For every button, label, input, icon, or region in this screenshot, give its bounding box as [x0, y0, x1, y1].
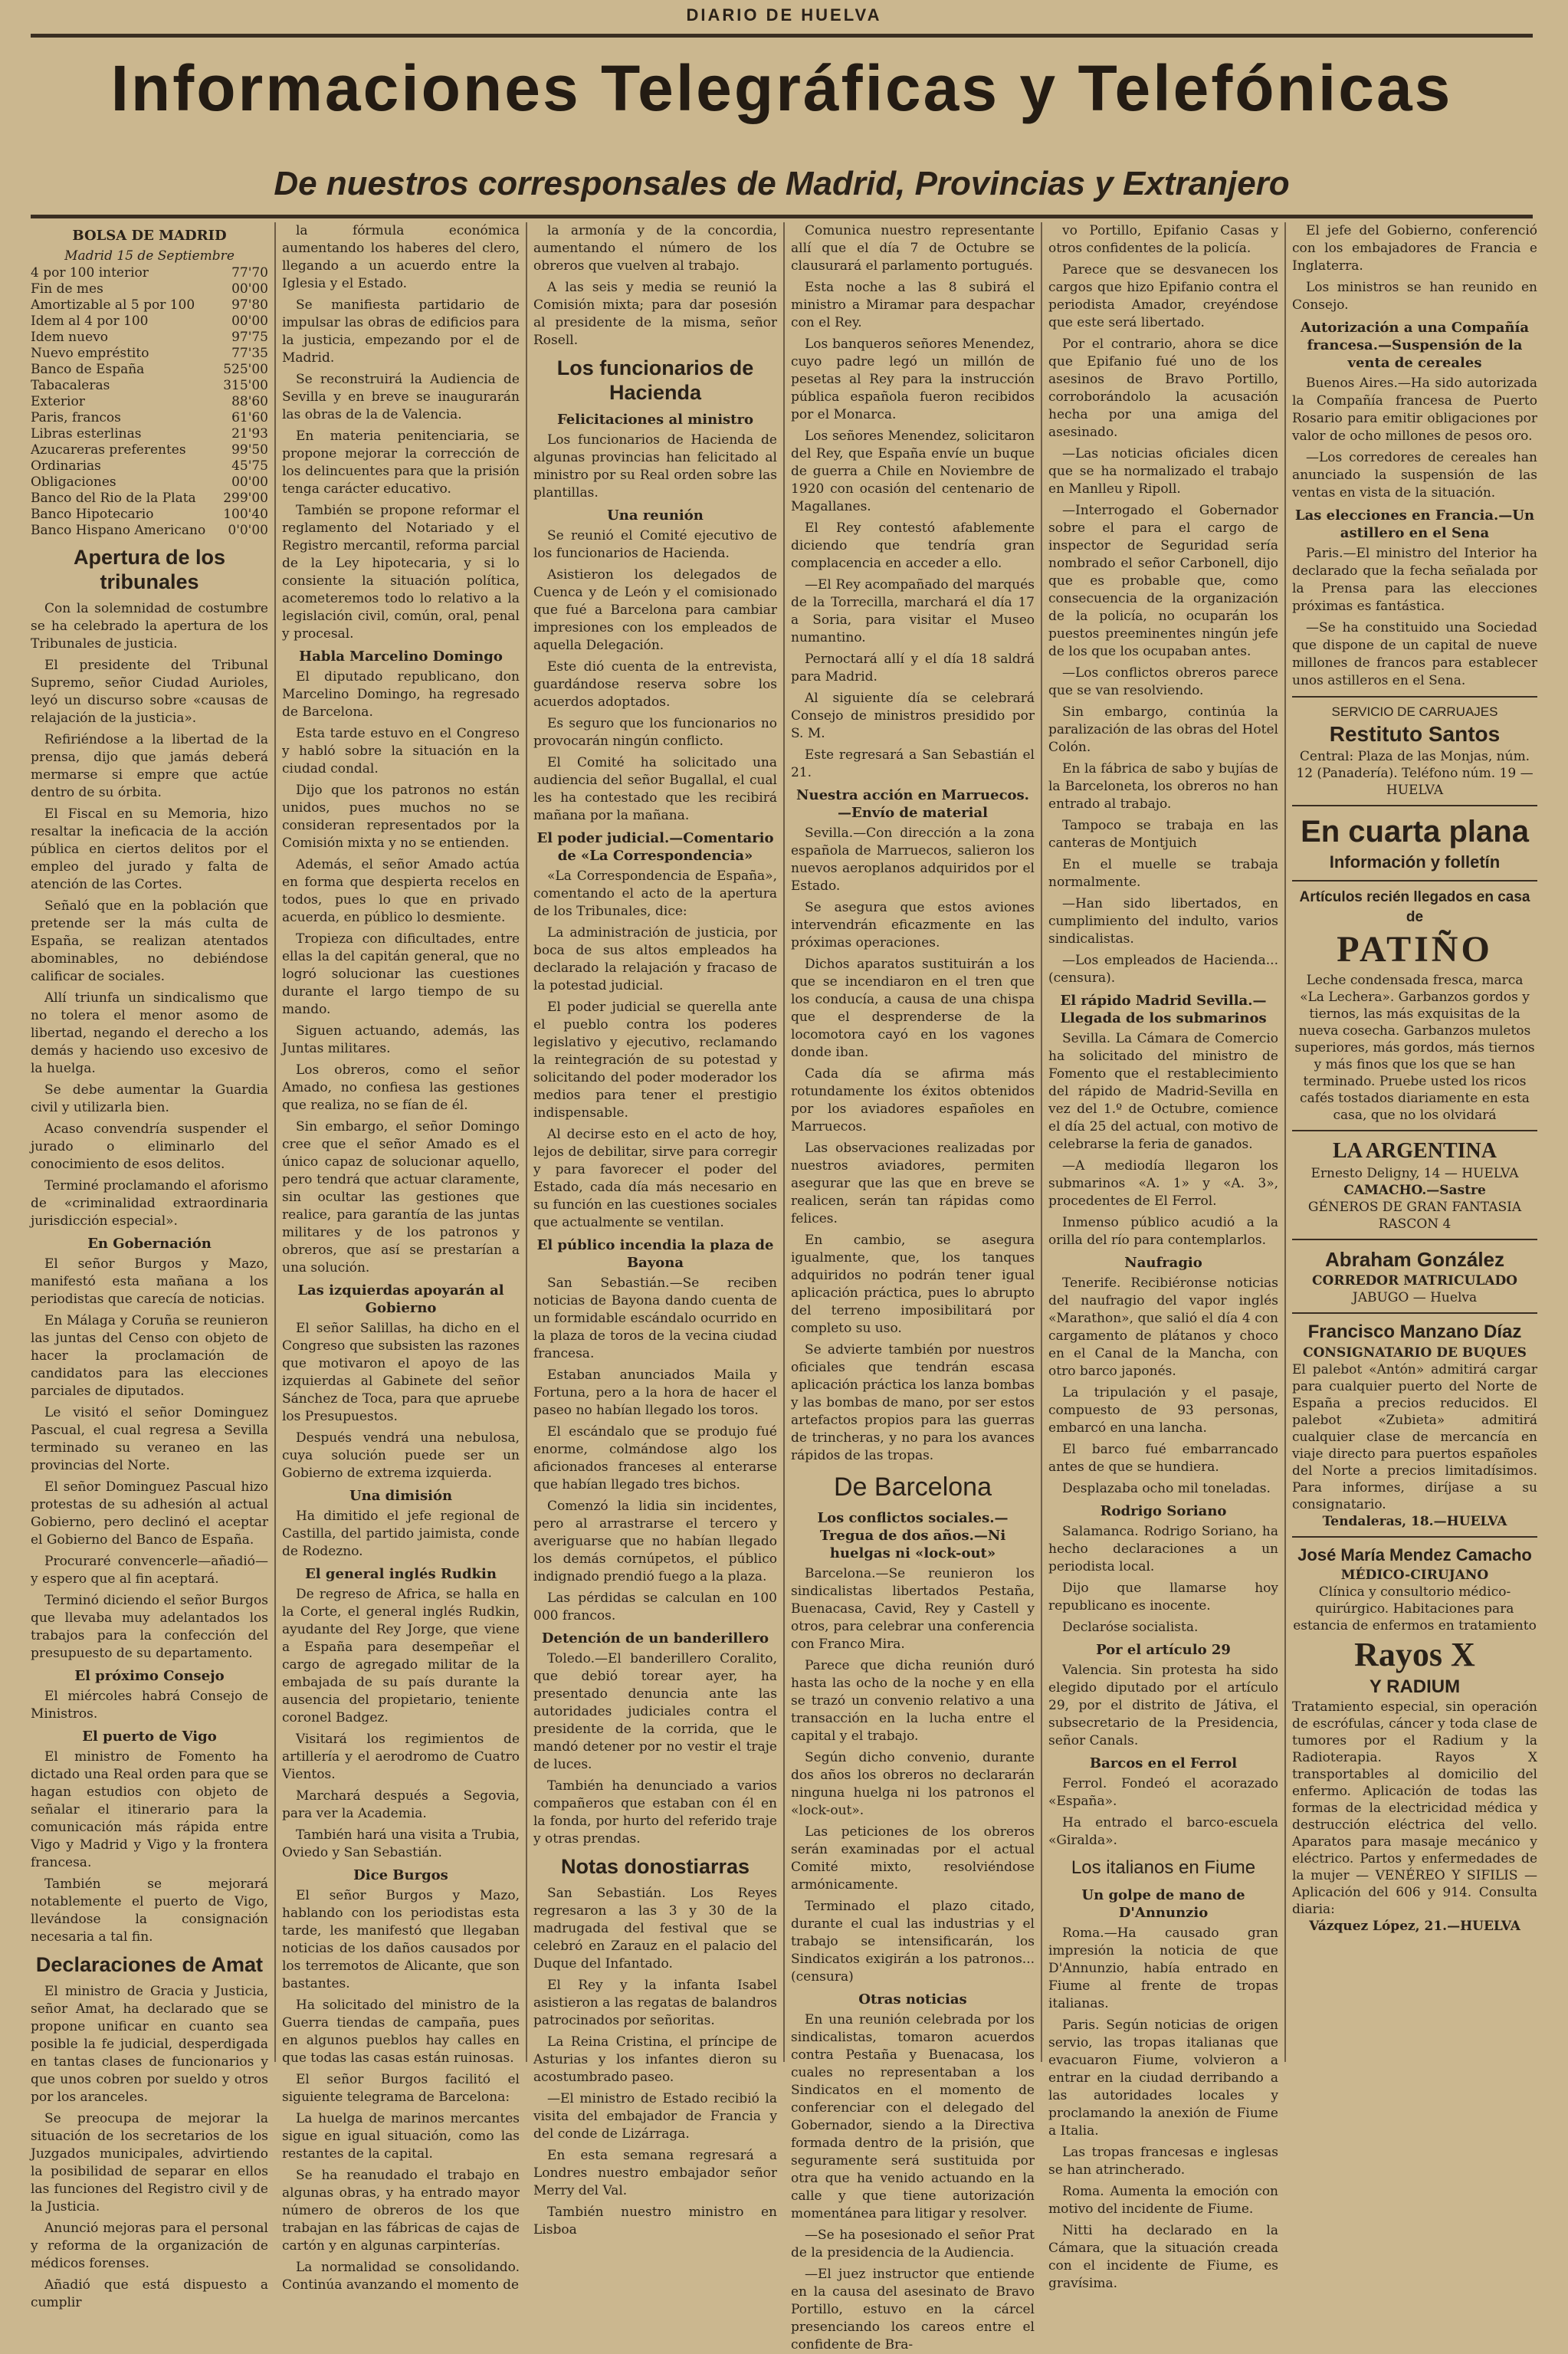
paragraph: Terminé proclamando el aforismo de «criminalidad extraordinaria jurisdicción especial». [31, 1178, 268, 1229]
ad-rayos-x: Rayos X [1354, 1636, 1475, 1673]
paragraph: Anunció mejoras para el personal y reforma de la organización de médicos forenses. [31, 2221, 268, 2271]
paragraph: Se preocupa de mejorar la situación de los secretarios de los Juzgados municipales, advirtiendo la posibilidad de separar en ellos las funciones del Registro civil y de la Justicia. [31, 2111, 268, 2214]
heading-golpe: Un golpe de mano de D'Annunzio [1081, 1887, 1245, 1921]
paragraph: «La Correspondencia de España», comentando el acto de la apertura de los Tribunales, dice: [533, 868, 777, 919]
stock-value: 21'93 [231, 426, 268, 442]
ad-manzano-body: El palebot «Antón» admitirá cargar para cualquier puerto del Norte de España a precios reducidos. El palebot «Zubieta» admitirá cualquier clase de mercancía en viaje directo para puertos españoles del Norte a precios limitadísimos. Para informes, diríjase a su consignatario. [1292, 1362, 1537, 1512]
stock-value: 00'00 [231, 314, 268, 329]
paragraph: Roma. Aumenta la emoción con motivo del incidente de Fiume. [1048, 2184, 1278, 2217]
paragraph: vo Portillo, Epifanio Casas y otros confidentes de la policía. [1048, 223, 1278, 256]
paragraph: Este dió cuenta de la entrevista, guardándose reserva sobre los acuerdos adoptados. [533, 659, 777, 710]
paragraph: En Málaga y Coruña se reunieron las juntas del Censo con objeto de hacer la proclamación de candidatos para las elecciones parciales de diputados. [31, 1313, 268, 1399]
paragraph: Ha solicitado del ministro de la Guerra tiendas de campaña, pues en algunos pueblos hay calles en que todas las casas están ruinosas. [282, 1998, 520, 2066]
paragraph: Desplazaba ocho mil toneladas. [1062, 1481, 1271, 1496]
paragraph: la fórmula económica aumentando los haberes del clero, llegando a un acuerdo entre la Iglesia y el Estado. [282, 223, 520, 291]
paragraph: Los banqueros señores Menendez, cuyo padre legó un millón de pesetas al Rey para la instrucción pública española fueron recibidos por el Monarca. [791, 337, 1035, 422]
ad-argentina-street: RASCON 4 [1378, 1216, 1452, 1232]
paragraph: Comunica nuestro representante allí que el día 7 de Octubre se clausurará el parlamento portugués. [791, 223, 1035, 274]
paragraph: El señor Salillas, ha dicho en el Congreso que subsisten las razones que motivaron el apoyo de las izquierdas al Gabinete del señor Sánchez de Toca, para que apruebe los Presupuestos. [282, 1321, 520, 1424]
paragraph: Tropieza con dificultades, entre ellas la del capitán general, que no logró solucionar las cuestiones durante el largo tiempo de su mando. [282, 931, 520, 1017]
paragraph: Con la solemnidad de costumbre se ha celebrado la apertura de los Tribunales de justicia. [31, 601, 268, 652]
ad-mendez-name: José María Mendez Camacho [1297, 1545, 1532, 1564]
paragraph: Dichos aparatos sustituirán a los que se incendiaron en el tren que los conducía, a causa de una chispa que el desprenderse de la locomotora cayó en los vagones donde iban. [791, 957, 1035, 1060]
ad-divider [1292, 696, 1537, 698]
paragraph: Señaló que en la población que pretende ser la más culta de España, se realizan atentados abominables, no debiéndose calificar de sociales. [31, 898, 268, 984]
ad-gonzalez-addr: JABUGO — Huelva [1352, 1290, 1478, 1305]
ad-argentina-owner: CAMACHO.—Sastre [1343, 1183, 1486, 1198]
paragraph: —El ministro de Estado recibió la visita del embajador de Francia y del conde de Lizárraga. [533, 2091, 777, 2142]
paragraph: Ha entrado el barco-escuela «Giralda». [1048, 1815, 1278, 1848]
heading-rudkin: El general inglés Rudkin [305, 1566, 497, 1582]
paragraph: Además, el señor Amado actúa en forma que despierta recelos en todos, pues lo que en privado acuerda, en público lo desmiente. [282, 857, 520, 925]
stock-name: Idem nuevo [31, 330, 108, 345]
stock-value: 88'60 [231, 394, 268, 409]
paragraph: Marchará después a Segovia, para ver la Academia. [282, 1788, 520, 1821]
ad-argentina-goods: GÉNEROS DE GRAN FANTASIA [1307, 1200, 1522, 1215]
stock-name: Banco Hipotecario [31, 507, 154, 522]
paragraph: Salamanca. Rodrigo Soriano, ha hecho declaraciones a un periodista local. [1048, 1524, 1278, 1574]
paragraph: San Sebastián.—Se reciben noticias de Bayona dando cuenta de un formidable escándalo ocurrido en la plaza de toros de la vecina ciudad francesa. [533, 1275, 777, 1361]
paragraph: Inmenso público acudió a la orilla del río para contemplarlos. [1048, 1215, 1278, 1248]
ad-mendez-body: Tratamiento especial, sin operación de escrófulas, cáncer y toda clase de tumores por el Radium y la Radioterapia. Rayos X transportables al domicilio del enfermo. Aplicación de todas las formas de la electricidad médica y destrucción eléctrica del vello. Aparatos para masaje mecánico y eléctrico. Partos y enfermedades de la mujer — VENÉREO Y SIFILIS — Aplicación del 606 y 914. Consulta diaria: [1292, 1699, 1537, 1917]
paragraph: —Se ha posesionado el señor Prat de la presidencia de la Audiencia. [791, 2228, 1035, 2260]
heading-reunion: Una reunión [607, 507, 704, 524]
column-4 [791, 222, 1035, 2352]
stock-row [31, 458, 268, 474]
paragraph: Se manifiesta partidario de impulsar las obras de edificios para la justicia, empezando por el de Madrid. [282, 297, 520, 366]
paragraph: En una reunión celebrada por los sindicalistas, tomaron acuerdos contra Pestaña y Buenacasa, los cuales no representaban a los Sindicatos en el momento de conferenciar con el delegado del Gobernador, siendo a la Directiva formada dentro de la prisión, que seguramente será sustituida por otra que ha venido actuando en la calle y que tiene autorización momentánea para litigar y resolver. [791, 2012, 1035, 2221]
paragraph: Ha dimitido el jefe regional de Castilla, del partido jaimista, conde de Rodezno. [282, 1509, 520, 1559]
stock-row [31, 442, 268, 458]
paragraph: Los señores Menendez, solicitaron del Rey, que España envíe un buque de guerra a Chile en Noviembre de 1920 con ocasión del centenario de Magallanes. [791, 428, 1035, 514]
paragraph: Esta tarde estuvo en el Congreso y habló sobre la situación en la ciudad condal. [282, 726, 520, 776]
paragraph: Este regresará a San Sebastián el 21. [791, 747, 1035, 780]
paragraph: El barco fué embarrancado antes de que se hundiera. [1048, 1442, 1278, 1475]
paragraph: Roma.—Ha causado gran impresión la noticia de que D'Annunzio, había entrado en Fiume al frente de tropas italianas. [1048, 1926, 1278, 2011]
stock-table [31, 265, 268, 539]
paragraph: El Comité ha solicitado una audiencia del señor Bugallal, el cual les ha contestado que les recibirá mañana por la mañana. [533, 755, 777, 823]
stock-value: 97'75 [231, 330, 268, 345]
stock-name: Banco Hispano Americano [31, 523, 206, 538]
paragraph: Se ha reanudado el trabajo en algunas obras, y ha entrado mayor número de obreros de los que trabajan en las fábricas de cajas de cartón y en algunas carpinterías. [282, 2168, 520, 2254]
paragraph: También se propone reformar el reglamento del Notariado y el Registro mercantil, reforma parcial de la Ley hipotecaria, y si lo consiente la situación política, acometeremos todo lo relativo a la legislación civil, común, oral, penal y procesal. [282, 503, 520, 642]
bolsa-date: Madrid 15 de Septiembre [64, 248, 235, 264]
paragraph: Al decirse esto en el acto de hoy, lejos de debilitar, sirve para corregir y para favorecer el poder del Estado, cada día más necesario en su función en las cuestiones sociales que actualmente se ventilan. [533, 1127, 777, 1230]
stock-row [31, 378, 268, 394]
stock-value: 315'00 [223, 378, 268, 393]
stock-value: 299'00 [223, 491, 268, 506]
stock-value: 525'00 [223, 362, 268, 377]
paragraph: El diputado republicano, don Marcelino Domingo, ha regresado de Barcelona. [282, 669, 520, 720]
paragraph: El señor Burgos y Mazo, hablando con los periodistas esta tarde, les manifestó que llegaban noticias de los daños causados por los terremotos de Alicante, que son bastantes. [282, 1888, 520, 1991]
stock-value: 00'00 [231, 474, 268, 490]
paragraph: Procuraré convencerle—añadió—y espero que al fin aceptará. [31, 1554, 268, 1587]
paragraph: Se asegura que estos aviones intervendrán eficazmente en las próximas operaciones. [791, 900, 1035, 950]
paragraph: Visitará los regimientos de artillería y el aerodromo de Cuatro Vientos. [282, 1732, 520, 1782]
paragraph: En el muelle se trabaja normalmente. [1048, 857, 1278, 890]
ad-mendez-role: MÉDICO-CIRUJANO [1340, 1568, 1489, 1583]
paragraph: Dijo que llamarse hoy republicano es inocente. [1048, 1581, 1278, 1614]
stock-name: 4 por 100 interior [31, 265, 149, 281]
stock-row [31, 474, 268, 491]
heading-burgos: Dice Burgos [353, 1867, 448, 1883]
ad-fourth-page-sub: Información y folletín [1329, 852, 1501, 872]
paragraph: También se mejorará notablemente el puerto de Vigo, llevándose la consignación necesaria a tal fin. [31, 1876, 268, 1945]
heading-ferrol: Barcos en el Ferrol [1089, 1755, 1238, 1771]
heading-gobernacion: En Gobernación [87, 1236, 212, 1252]
stock-value: 45'75 [231, 458, 268, 474]
paragraph: Al siguiente día se celebrará Consejo de ministros presidido por S. M. [791, 691, 1035, 741]
column-1 [31, 222, 268, 2310]
ad-divider [1292, 880, 1537, 882]
stock-name: Idem al 4 por 100 [31, 314, 149, 329]
paragraph: Los obreros, como el señor Amado, no confiesa las gestiones que realiza, no se fían de él. [282, 1062, 520, 1113]
paragraph: —Han sido libertados, en cumplimiento del indulto, varios sindicalistas. [1048, 896, 1278, 947]
heading-amat: Declaraciones de Amat [35, 1953, 264, 1976]
heading-marruecos: Nuestra acción en Marruecos.—Envío de material [796, 787, 1029, 821]
column-divider [1041, 222, 1042, 2062]
paragraph: Según dicho convenio, durante dos años los obreros no declararán ninguna huelga ni los patronos el «lock-out». [791, 1750, 1035, 1818]
stock-row [31, 346, 268, 362]
paragraph: Ferrol. Fondeó el acorazado «España». [1048, 1776, 1278, 1809]
paragraph: Barcelona.—Se reunieron los sindicalistas libertados Pestaña, Buenacasa, Cavid, Rey y Castell y otros, para celebrar una conferencia con Franco Mira. [791, 1566, 1035, 1652]
paragraph: De regreso de Africa, se halla en la Corte, el general inglés Rudkin, ayudante del Rey Jorge, que viene a España para desempeñar el cargo de agregado militar de la embajada de su país durante la ausencia del propietario, teniente coronel Badgez. [282, 1587, 520, 1725]
paragraph: Tampoco se trabaja en las canteras de Montjuich [1048, 818, 1278, 851]
paragraph: Se reconstruirá la Audiencia de Sevilla y en breve se inaugurarán las obras de la de Valencia. [282, 372, 520, 422]
bolsa-title: BOLSA DE MADRID [72, 228, 227, 244]
heading-naufragio: Naufragio [1124, 1255, 1202, 1271]
paragraph: Sevilla.—Con dirección a la zona española de Marruecos, salieron los nuevos aeroplanos adquiridos por el Estado. [791, 826, 1035, 894]
paragraph: —Se ha constituido una Sociedad que dispone de un capital de nueve millones de francos para establecer unos astilleros en el Sena. [1292, 620, 1537, 688]
stock-name: Banco del Rio de la Plata [31, 491, 196, 506]
subtitle-rule [31, 215, 1533, 218]
heading-poder: El poder judicial.—Comentario de «La Correspondencia» [536, 830, 774, 864]
stock-value: 77'35 [231, 346, 268, 361]
ad-argentina-name: LA ARGENTINA [1333, 1139, 1497, 1163]
ad-radium: Y RADIUM [1369, 1676, 1461, 1697]
ad-manzano-role: CONSIGNATARIO DE BUQUES [1303, 1345, 1527, 1361]
paragraph: —Los conflictos obreros parece que se van resolviendo. [1048, 665, 1278, 698]
paragraph: Por el contrario, ahora se dice que Epifanio fué uno de los asesinos de Bravo Portillo, corroborándolo la acusación hecha por una amiga del asesinado. [1048, 337, 1278, 440]
stock-row [31, 394, 268, 410]
ad-patino-head: Artículos recién llegados en casa de [1299, 889, 1530, 925]
paragraph: Estaban anunciados Maila y Fortuna, pero a la hora de hacer el paseo no habían llegado los toros. [533, 1367, 777, 1418]
ad-divider [1292, 1130, 1537, 1131]
paragraph: Refiriéndose a la libertad de la prensa, dijo que jamás deberá mermarse si empre que actúe dentro de su órbita. [31, 732, 268, 800]
stock-row [31, 281, 268, 297]
paragraph: El ministro de Gracia y Justicia, señor Amat, ha declarado que se propone unificar en cuanto sea posible la fe judicial, desperdigada en tantas clases de funcionarios y que unos cobren por sueldo y otros por los aranceles. [31, 1984, 268, 2105]
paragraph: Las tropas francesas e inglesas se han atrincherado. [1048, 2145, 1278, 2178]
paragraph: Siguen actuando, además, las Juntas militares. [282, 1023, 520, 1056]
paragraph: La administración de justicia, por boca de sus altos empleados ha declarado la relajación y fracaso de la potestad judicial. [533, 925, 777, 993]
paragraph: Añadió que está dispuesto a cumplir [31, 2277, 268, 2310]
stock-row [31, 507, 268, 523]
column-2 [282, 222, 520, 2293]
page-title: Informaciones Telegráficas y Telefónicas [110, 52, 1453, 124]
paragraph: —El Rey acompañado del marqués de la Torrecilla, marchará el día 17 a Soria, para visitar el Museo numantino. [791, 577, 1035, 645]
paragraph: Sin embargo, el señor Domingo cree que el señor Amado es el único capaz de solucionar aquello, pero tendrá que actuar claramente, sin ocultar las gestiones que realice, para garantía de las juntas militares y de los patronos y obreros, que así se prestarían a una solución. [282, 1119, 520, 1275]
stock-row [31, 297, 268, 314]
heading-marcelino: Habla Marcelino Domingo [299, 648, 503, 665]
heading-rapido: El rápido Madrid Sevilla.—Llegada de los submarinos [1060, 993, 1267, 1026]
stock-value: 61'60 [231, 410, 268, 425]
paragraph: —Los corredores de cereales han anunciado la suspensión de las ventas en vista de la situación. [1292, 450, 1537, 501]
paragraph: Buenos Aires.—Ha sido autorizada la Compañía francesa de Puerto Rosario para emitir obligaciones por valor de ocho millones de pesos oro. [1292, 376, 1537, 444]
paragraph: Paris.—El ministro del Interior ha declarado que la fecha señalada por la Prensa para las elecciones próximas es fantástica. [1292, 546, 1537, 614]
column-5 [1048, 222, 1278, 2291]
paragraph: Se advierte también por nuestros oficiales que tendrán escasa aplicación práctica los lanza bombas y las bombas de mano, por ser estos artefactos propios para las guerras de trincheras, y no para los avances rápidos de las tropas. [791, 1342, 1035, 1463]
heading-banderillero: Detención de un banderillero [541, 1630, 769, 1646]
stock-name: Nuevo empréstito [31, 346, 149, 361]
paragraph: Los funcionarios de Hacienda de algunas provincias han felicitado al ministro por su Real orden sobre las plantillas. [533, 432, 777, 501]
stock-row [31, 523, 268, 539]
heading-articulo: Por el artículo 29 [1096, 1642, 1231, 1658]
ad-divider [1292, 805, 1537, 806]
heading-elecciones: Las elecciones en Francia.—Un astillero en el Sena [1294, 507, 1535, 541]
stock-value: 100'40 [223, 507, 268, 522]
stock-row [31, 410, 268, 426]
paragraph: —Los empleados de Hacienda... (censura). [1048, 953, 1278, 986]
page-subtitle: De nuestros corresponsales de Madrid, Provincias y Extranjero [274, 165, 1290, 202]
paragraph: Valencia. Sin protesta ha sido elegido diputado por el artículo 29, por el distrito de Játiva, el subsecretario de la Presidencia, señor Canals. [1048, 1663, 1278, 1748]
paragraph: La huelga de marinos mercantes sigue en igual situación, como las restantes de la capital. [282, 2111, 520, 2162]
paragraph: Sin embargo, continúa la paralización de las obras del Hotel Colón. [1048, 704, 1278, 755]
stock-row [31, 426, 268, 442]
paragraph: También hará una visita a Trubia, Oviedo y San Sebastián. [282, 1827, 520, 1860]
paragraph: El Rey y la infanta Isabel asistieron a las regatas de balandros patrocinados por señoritas. [533, 1978, 777, 2028]
stock-row [31, 265, 268, 281]
stock-name: Obligaciones [31, 474, 116, 490]
stock-name: Fin de mes [31, 281, 103, 297]
stock-name: Exterior [31, 394, 85, 409]
paragraph: San Sebastián. Los Reyes regresaron a las 3 y 30 de la madrugada del festival que se celebró en Zarauz en el palacio del Duque del Infantado. [533, 1886, 777, 1972]
paragraph: Esta noche a las 8 subirá el ministro a Miramar para despachar con el Rey. [791, 280, 1035, 330]
column-divider [274, 222, 276, 2062]
ad-fourth-page: En cuarta plana [1301, 815, 1529, 849]
paragraph: Paris. Según noticias de origen servio, las tropas italianas que evacuaron Fiume, volvieron a entrar en la ciudad derribando a las autoridades locales y proclamando la anexión de Fiume a Italia. [1048, 2017, 1278, 2139]
stock-name: Ordinarias [31, 458, 101, 474]
heading-barcelona: De Barcelona [833, 1472, 992, 1502]
heading-conflictos: Los conflictos sociales.—Tregua de dos años.—Ni huelgas ni «lock-out» [817, 1510, 1009, 1561]
paragraph: —El juez instructor que entiende en la causa del asesinato de Bravo Portillo, estuvo en la cárcel presenciando los careos entre el confidente de Bra- [791, 2267, 1035, 2352]
paragraph: El Rey contestó afablemente diciendo que tendría gran complacencia en acceder a ello. [791, 520, 1035, 571]
heading-notas: Notas donostiarras [560, 1855, 750, 1878]
paragraph: Los ministros se han reunido en Consejo. [1292, 280, 1537, 313]
ad-divider [1292, 1312, 1537, 1314]
stock-value: 77'70 [231, 265, 268, 281]
heading-funcionarios: Los funcionarios de Hacienda [556, 356, 754, 404]
stock-value: 97'80 [231, 297, 268, 313]
ad-divider [1292, 1536, 1537, 1538]
heading-vigo: El puerto de Vigo [82, 1729, 217, 1745]
paragraph: Cada día se afirma más rotundamente los éxitos obtenidos por los aviadores españoles en Marruecos. [791, 1066, 1035, 1134]
paragraph: Allí triunfa un sindicalismo que no tolera el menor asomo de libertad, negando el derecho a los demás y haciendo uso excesivo de la huelga. [31, 990, 268, 1076]
heading-izquierdas: Las izquierdas apoyarán al Gobierno [297, 1282, 504, 1316]
paragraph: La Reina Cristina, el príncipe de Asturias y los infantes dieron su acostumbrado paseo. [533, 2034, 777, 2085]
heading-dimision: Una dimisión [349, 1488, 453, 1504]
ad-carriages-title: SERVICIO DE CARRUAJES [1331, 704, 1498, 719]
paragraph: También nuestro ministro en Lisboa [533, 2205, 777, 2237]
paragraph: Se debe aumentar la Guardia civil y utilizarla bien. [31, 1082, 268, 1115]
paragraph: Parece que dicha reunión duró hasta las ocho de la noche y en ella se trazó un convenio relativo a una transacción en la lucha entre el capital y el trabajo. [791, 1658, 1035, 1744]
paragraph: El escándalo que se produjo fué enorme, colmándose algo los aficionados franceses al enterarse que habían llegado tres bichos. [533, 1424, 777, 1492]
column-6 [1292, 222, 1537, 2077]
paragraph: Terminado el plazo citado, durante el cual las industrias y el trabajo se intensificarán, los Sindicatos exigirán a los patronos... (censura) [791, 1899, 1035, 1985]
ad-gonzalez-role: CORREDOR MATRICULADO [1311, 1273, 1517, 1289]
ad-patino-body: Leche condensada fresca, marca «La Lechera». Garbanzos gordos y tiernos, las más exquisitas de la nueva cosecha. Garbanzos muletos superiores, más gordos, más tiernos y más finos que los que se han terminado. Pruebe usted los ricos cafés tostados diariamente en esta casa, que no los olvidará [1294, 973, 1535, 1123]
ad-mendez-addr: Vázquez López, 21.—HUELVA [1309, 1919, 1520, 1934]
paragraph: Es seguro que los funcionarios no provocarán ningún conflicto. [533, 716, 777, 749]
paragraph: El jefe del Gobierno, conferenció con los embajadores de Francia e Inglaterra. [1292, 223, 1537, 274]
paragraph: A las seis y media se reunió la Comisión mixta; para dar posesión al presidente de la misma, señor Rosell. [533, 280, 777, 348]
ad-divider [1292, 1239, 1537, 1240]
heading-bayona: El público incendia la plaza de Bayona [536, 1237, 774, 1271]
heading-felicitaciones: Felicitaciones al ministro [557, 412, 753, 428]
ad-gonzalez-name: Abraham González [1324, 1248, 1505, 1271]
stock-value: 0'0'00 [228, 523, 268, 538]
stock-name: Azucareras preferentes [31, 442, 186, 458]
paragraph: La normalidad se consolidando. Continúa avanzando el momento de [282, 2260, 520, 2293]
stock-value: 00'00 [231, 281, 268, 297]
heading-tribunales: Apertura de los tribunales [73, 546, 226, 593]
paragraph: El señor Dominguez Pascual hizo protestas de su adhesión al actual Gobierno, pero declinó el aceptar el Gobierno del Banco de España. [31, 1479, 268, 1548]
paragraph: Pernoctará allí y el día 18 saldrá para Madrid. [791, 652, 1035, 685]
heading-autorizacion: Autorización a una Compañía francesa.—Suspensión de la venta de cereales [1301, 320, 1529, 371]
paragraph: —Interrogado el Gobernador sobre el para el cargo de inspector de Seguridad sería nombrado el señor Carbonell, dijo que es probable que, como consecuencia de la organización de la policía, no ocuparán los puestos preeminentes ningún jefe de los que los ocupaban antes. [1048, 503, 1278, 659]
paragraph: Nitti ha declarado en la Cámara, que la situación creada con el incidente de Fiume, es gravísima. [1048, 2223, 1278, 2291]
paragraph: Las pérdidas se calculan en 100 000 francos. [533, 1591, 777, 1624]
paragraph: —Las noticias oficiales dicen que se ha normalizado el trabajo en Manlleu y Ripoll. [1048, 446, 1278, 497]
ad-mendez-spec: Clínica y consultorio médico-quirúrgico. Habitaciones para estancia de enfermos en tratamiento [1293, 1584, 1537, 1633]
paragraph: Dijo que los patronos no están unidos, pues muchos no se consideran representados por la Comisión mixta y no se entienden. [282, 783, 520, 851]
ad-carriages-name: Restituto Santos [1329, 722, 1501, 746]
ad-argentina-addr: Ernesto Deligny, 14 — HUELVA [1310, 1166, 1519, 1181]
header-rule [31, 34, 1533, 38]
paper-name: DIARIO DE HUELVA [686, 5, 882, 25]
paragraph: Comenzó la lidia sin incidentes, pero al arrastrarse el tercero y averiguarse que no habían llegado los demás cornúpetos, el público indignado prendió fuego a la plaza. [533, 1499, 777, 1584]
heading-fiume: Los italianos en Fiume [1071, 1857, 1256, 1878]
paragraph: El presidente del Tribunal Supremo, señor Ciudad Aurioles, leyó un discurso sobre «causas de relajación de la justicia». [31, 658, 268, 726]
stock-name: Libras esterlinas [31, 426, 142, 442]
paragraph: Después vendrá una nebulosa, cuya solución puede ser un Gobierno de extrema izquierda. [282, 1430, 520, 1481]
paragraph: Asistieron los delegados de Cuenca y de León y el comisionado que fué a Barcelona para cambiar impresiones con los empleados de aquella Delegación. [533, 567, 777, 653]
paragraph: Le visitó el señor Dominguez Pascual, el cual regresa a Sevilla terminado su veraneo en las provincias del Norte. [31, 1405, 268, 1473]
paragraph: La tripulación y el pasaje, compuesto de 93 personas, embarcó en una lancha. [1048, 1385, 1278, 1436]
stock-name: Amortizable al 5 por 100 [31, 297, 195, 313]
ad-carriages-body: Central: Plaza de las Monjas, núm. 12 (Panadería). Teléfono núm. 19 — HUELVA [1296, 749, 1534, 798]
paragraph: En esta semana regresará a Londres nuestro embajador señor Merry del Val. [533, 2148, 777, 2198]
paragraph: Parece que se desvanecen los cargos que hizo Epifanio contra el periodista Amador, creyéndose que este será libertado. [1048, 262, 1278, 330]
paragraph: El ministro de Fomento ha dictado una Real orden para que se hagan estudios con objeto de señalar el itinerario para la comunicación más rápida entre Vigo y Madrid y Vigo y la frontera francesa. [31, 1749, 268, 1870]
stock-name: Tabacaleras [31, 378, 110, 393]
column-divider [783, 222, 785, 2062]
stock-name: Banco de España [31, 362, 145, 377]
heading-otras: Otras noticias [858, 1991, 967, 2008]
paragraph: En la fábrica de sabo y bujías de la Barceloneta, los obreros no han entrado al trabajo. [1048, 761, 1278, 812]
ad-manzano-name: Francisco Manzano Díaz [1307, 1321, 1522, 1342]
paragraph: En cambio, se asegura igualmente, que, los tanques adquiridos no podrán tener igual aplicación práctica, pues lo abrupto del terreno imposibilitará por completo su uso. [791, 1233, 1035, 1336]
paragraph: El señor Burgos y Mazo, manifestó esta mañana a los periodistas que carecía de noticias. [31, 1256, 268, 1307]
ad-manzano-addr: Tendaleras, 18.—HUELVA [1322, 1514, 1507, 1529]
paragraph: También ha denunciado a varios compañeros que estaban con él en la fonda, por hurto del referido traje y otras prendas. [533, 1778, 777, 1847]
paragraph: —A mediodía llegaron los submarinos «A. 1» y «A. 3», procedentes de El Ferrol. [1048, 1158, 1278, 1209]
stock-row [31, 362, 268, 378]
paragraph: la armonía y de la concordia, aumentando el número de los obreros que vuelven al trabajo. [533, 223, 777, 274]
column-divider [526, 222, 527, 2062]
paragraph: Sevilla. La Cámara de Comercio ha solicitado del ministro de Fomento que el restablecimiento del rápido de Madrid-Sevilla en vez del 1.º de Octubre, comience el día 25 del actual, con motivo de celebrarse la feria de ganados. [1048, 1031, 1278, 1152]
paragraph: El señor Burgos facilitó el siguiente telegrama de Barcelona: [282, 2072, 520, 2105]
ad-patino-name: PATIÑO [1337, 929, 1493, 970]
heading-soriano: Rodrigo Soriano [1100, 1503, 1227, 1519]
paragraph: El Fiscal en su Memoria, hizo resaltar la ineficacia de la acción pública en ciertos delitos por el empleo del jurado y falta de atención de las Cortes. [31, 806, 268, 892]
heading-consejo: El próximo Consejo [74, 1668, 225, 1684]
stock-name: Paris, francos [31, 410, 121, 425]
paragraph: Tenerife. Recibiéronse noticias del naufragio del vapor inglés «Marathon», que salió el día 4 con cargamento de plátanos y choco en el Canal de la Mancha, con otro barco japonés. [1048, 1275, 1278, 1379]
paragraph: Las peticiones de los obreros serán examinadas por el actual Comité mixto, resolviéndose armónicamente. [791, 1824, 1035, 1893]
stock-row [31, 330, 268, 346]
paragraph: Acaso convendría suspender el jurado o eliminarlo del conocimiento de esos delitos. [31, 1121, 268, 1172]
column-divider [1284, 222, 1286, 2062]
stock-value: 99'50 [231, 442, 268, 458]
paragraph: En materia penitenciaria, se propone mejorar la corrección de los delincuentes para que la prisión tenga carácter educativo. [282, 428, 520, 497]
paragraph: Se reunió el Comité ejecutivo de los funcionarios de Hacienda. [533, 528, 777, 561]
stock-row [31, 491, 268, 507]
paragraph: El miércoles habrá Consejo de Ministros. [31, 1689, 268, 1722]
stock-row [31, 314, 268, 330]
paragraph: El poder judicial se querella ante el pueblo contra los poderes legislativo y ejecutivo, reclamando la reintegración de su potestad y solicitando del poder moderador los medios para tener el prestigio indispensable. [533, 1000, 777, 1121]
paragraph: Toledo.—El banderillero Coralito, que debió torear ayer, ha presentado denuncia ante las autoridades judiciales contra el presidente de la corrida, que le mandó detener por no vestir el traje de luces. [533, 1651, 777, 1772]
column-3 [533, 222, 777, 2237]
paragraph: Las observaciones realizadas por nuestros aviadores, permiten asegurar que las que en breve se realicen, serán tan rápidas como felices. [791, 1141, 1035, 1226]
paragraph: Terminó diciendo el señor Burgos que llevaba muy adelantados los trabajos para la confección del presupuesto de su departamento. [31, 1593, 268, 1661]
paragraph: Declaróse socialista. [1062, 1620, 1199, 1635]
